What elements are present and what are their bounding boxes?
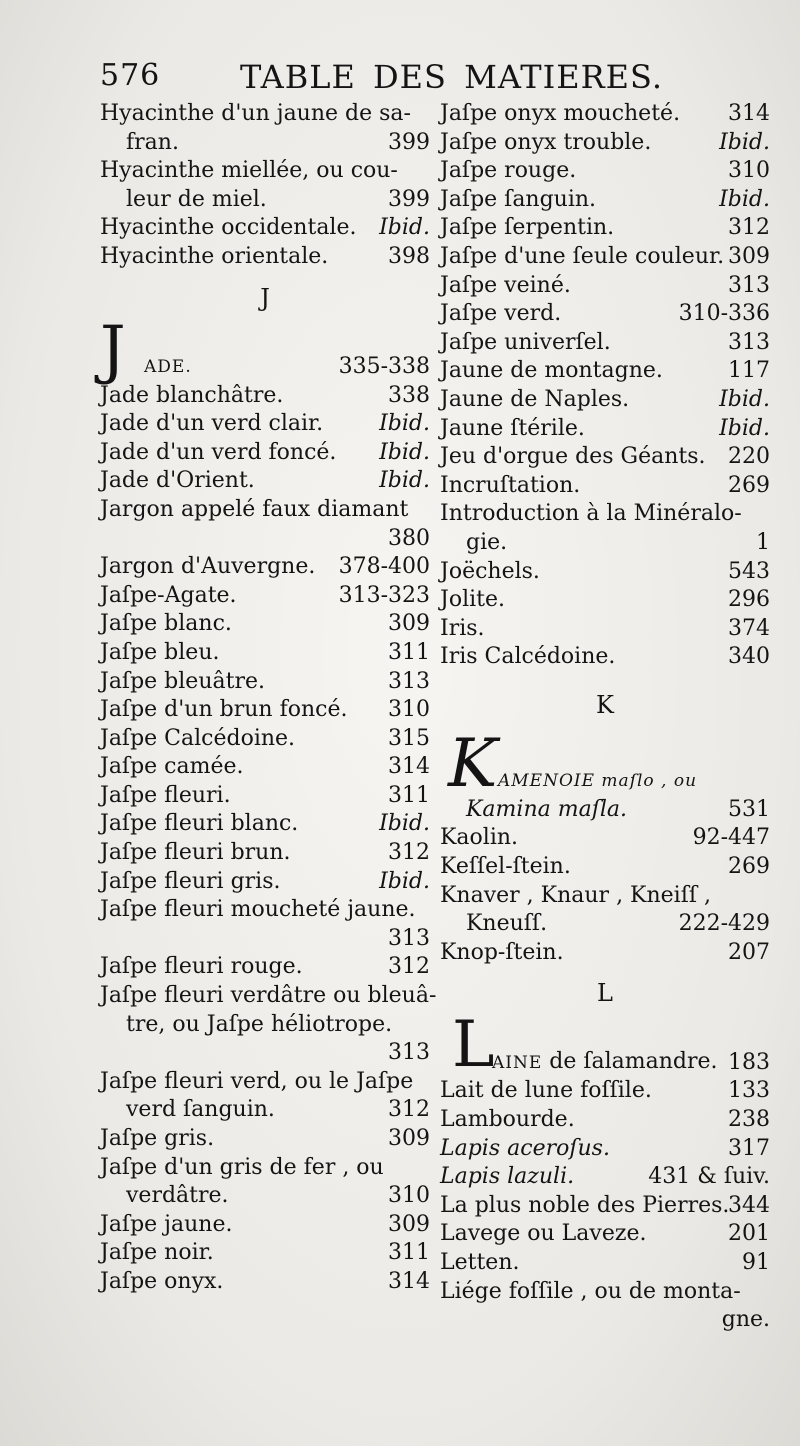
entry-text: Jaſpe fleuri brun.	[100, 840, 291, 866]
entry-page: 378-400	[338, 554, 430, 580]
drop-cap-l: L	[452, 1008, 495, 1083]
entry-text: Jaſpe fleuri moucheté jaune.	[100, 897, 416, 923]
entry-text: Joëchels.	[440, 558, 540, 584]
entry-text: Jaſpe camée.	[100, 754, 244, 780]
index-entry	[100, 1239, 430, 1268]
index-entry	[440, 1192, 770, 1221]
entry-page: 92-447	[692, 825, 770, 851]
entry-text: Keſſel-ſtein.	[440, 854, 571, 880]
index-entry	[440, 1163, 770, 1192]
entry-text: Iris Calcédoine.	[440, 644, 616, 670]
entry-text: Jade d'un verd clair.	[100, 411, 324, 437]
entry-page: 344	[728, 1192, 770, 1218]
entry-text: Jaſpe bleu.	[100, 639, 220, 665]
entry-page: gne.	[721, 1307, 770, 1333]
index-entry	[440, 1278, 770, 1307]
index-entry	[100, 496, 430, 525]
entry-page: Ibid.	[379, 811, 430, 837]
entry-text: Jaſpe fleuri verd, ou le Jaſpe	[100, 1068, 414, 1094]
entry-page: 269	[728, 472, 770, 498]
entry-page: 315	[388, 725, 430, 751]
entry-page: 311	[388, 639, 430, 665]
index-entry	[440, 100, 770, 129]
entry-text: Jaſpe fleuri blanc.	[100, 811, 299, 837]
entry-text: Hyacinthe miellée, ou cou-	[100, 158, 398, 184]
index-entry	[100, 753, 430, 782]
entry-page: 309	[388, 611, 430, 637]
entry-page: 201	[728, 1221, 770, 1247]
entry-text: Jaſpe fleuri.	[100, 782, 231, 808]
index-entry	[100, 725, 430, 754]
entry-page: 543	[728, 558, 770, 584]
right-entries-k	[440, 824, 770, 967]
left-column	[100, 100, 437, 1297]
entry-text: Jaſpe Calcédoine.	[100, 725, 296, 751]
index-entry	[100, 525, 430, 554]
index-entry	[440, 643, 770, 672]
index-entry	[100, 1182, 430, 1211]
entry-text: verd ſanguin.	[126, 1097, 275, 1123]
index-entry	[100, 186, 430, 215]
index-entry	[100, 953, 430, 982]
entry-page: 207	[728, 939, 770, 965]
entry-text: Jaſpe univerſel.	[440, 329, 611, 355]
entry-text: fran.	[126, 129, 179, 155]
entry-page: 313	[728, 329, 770, 355]
index-entry	[440, 1106, 770, 1135]
index-entry	[100, 810, 430, 839]
entry-page: 220	[728, 444, 770, 470]
index-entry	[440, 186, 770, 215]
index-entry	[440, 500, 770, 529]
index-entry	[440, 824, 770, 853]
entry-page: 313-323	[338, 582, 430, 608]
index-entry	[440, 910, 770, 939]
entry-page: 313	[388, 925, 430, 951]
entry-page: Ibid.	[379, 439, 430, 465]
index-entry	[100, 696, 430, 725]
entry-text: Lavege ou Laveze.	[440, 1221, 647, 1247]
index-entry	[440, 157, 770, 186]
index-entry	[100, 896, 430, 925]
laine-label-rest: de ſalamandre.	[542, 1048, 718, 1074]
entry-text: Jaune ſtérile.	[440, 415, 585, 441]
entry-text: Jaſpe fleuri rouge.	[100, 954, 303, 980]
entry-text: Knaver , Knaur , Kneiſſ ,	[440, 882, 711, 908]
entry-text: Jaſpe d'un brun foncé.	[100, 697, 348, 723]
section-heading-l: L	[597, 979, 613, 1008]
index-entry	[100, 243, 430, 272]
entry-page: 296	[728, 587, 770, 613]
entry-page: Ibid.	[379, 468, 430, 494]
entry-text: Hyacinthe d'un jaune de sa-	[100, 101, 411, 126]
index-entry	[100, 439, 430, 468]
index-entry	[440, 300, 770, 329]
entry-text: Lambourde.	[440, 1107, 575, 1133]
entry-page: 313	[388, 1040, 430, 1066]
entry-text: Liége foſſile , ou de monta-	[440, 1278, 741, 1304]
entry-text: Kaolin.	[440, 825, 519, 851]
entry-page: Ibid.	[719, 386, 770, 412]
entry-page: Ibid.	[719, 415, 770, 441]
entry-page: 238	[728, 1107, 770, 1133]
index-entry	[100, 925, 430, 954]
entry-page: 117	[728, 358, 770, 384]
index-entry	[100, 639, 430, 668]
jade-page: 335-338	[338, 353, 430, 379]
entry-text: verdâtre.	[126, 1183, 229, 1209]
left-entries-h	[100, 100, 430, 272]
entry-page: Ibid.	[719, 129, 770, 155]
entry-page: 338	[388, 382, 430, 408]
section-heading-k: K	[596, 690, 614, 719]
index-entry	[100, 982, 437, 1011]
entry-text: Jaſpe d'une ſeule couleur.	[440, 243, 725, 269]
entry-page: 311	[388, 1240, 430, 1266]
index-entry	[100, 1096, 430, 1125]
index-entry	[440, 558, 770, 587]
entry-page: 1	[756, 529, 770, 555]
entry-text: Jaſpe jaune.	[100, 1211, 233, 1237]
index-entry	[440, 1077, 770, 1106]
index-entry	[100, 1154, 430, 1183]
entry-page: 399	[388, 129, 430, 155]
index-entry	[100, 1125, 430, 1154]
index-entry	[100, 668, 430, 697]
entry-page: 531	[728, 796, 770, 822]
entry-page: 309	[388, 1211, 430, 1237]
entry-text: Jaſpe fleuri verdâtre ou bleuâ-	[100, 983, 437, 1009]
index-entry	[440, 529, 770, 558]
entry-text: Lait de lune foſſile.	[440, 1078, 652, 1104]
entry-text: Jaſpe gris.	[100, 1126, 215, 1151]
index-entry	[100, 553, 430, 582]
index-entry	[100, 467, 430, 496]
entry-page: 310	[728, 158, 770, 184]
index-entry	[440, 472, 770, 501]
entry-page: 399	[388, 186, 430, 212]
index-entry	[440, 129, 770, 158]
entry-page: 269	[728, 854, 770, 880]
index-entry	[100, 410, 430, 439]
entry-page: 380	[388, 525, 430, 551]
index-entry	[440, 586, 770, 615]
entry-text: Jaſpe blanc.	[100, 611, 232, 637]
entry-text: gie.	[466, 529, 508, 555]
entry-page: 222-429	[678, 911, 770, 937]
index-entry	[440, 853, 770, 882]
entry-text: Jade d'un verd foncé.	[100, 439, 337, 465]
entry-text: Lapis aceroſus.	[440, 1135, 610, 1161]
laine-label	[492, 1048, 718, 1078]
kamenoie-entry	[440, 724, 770, 802]
index-entry	[100, 582, 430, 611]
entry-text: Kneuſſ.	[466, 911, 548, 937]
entry-text: Knop-ſtein.	[440, 939, 564, 965]
entry-text: Jade blanchâtre.	[100, 382, 284, 408]
index-entry	[100, 1068, 430, 1097]
laine-page: 183	[728, 1049, 770, 1075]
index-entry	[440, 882, 770, 911]
entry-text: Jaſpe-Agate.	[100, 582, 237, 608]
entry-text: Jaune de Naples.	[440, 386, 630, 412]
laine-label-caps: AINE	[492, 1052, 543, 1073]
entry-page: 311	[388, 782, 430, 808]
index-entry	[100, 1039, 430, 1068]
index-entry	[440, 939, 770, 968]
right-column	[440, 100, 770, 1335]
entry-text: Jargon appelé faux diamant	[100, 496, 409, 522]
entry-page: Ibid.	[379, 215, 430, 241]
laine-entry	[440, 1008, 770, 1083]
index-entry	[100, 782, 430, 811]
entry-page: 313	[728, 272, 770, 298]
entry-text: Jade d'Orient.	[100, 468, 255, 494]
index-entry	[100, 100, 430, 129]
entry-text: Jaſpe noir.	[100, 1240, 214, 1266]
entry-page: 91	[742, 1250, 770, 1275]
entry-text: Hyacinthe occidentale.	[100, 215, 357, 241]
entry-page: 314	[388, 1268, 430, 1294]
entry-text: Jaſpe onyx trouble.	[440, 129, 652, 155]
index-entry	[100, 129, 430, 158]
drop-cap-j: J	[100, 312, 126, 387]
index-entry	[440, 1220, 770, 1249]
entry-page: 309	[728, 243, 770, 269]
entry-page: Ibid.	[379, 411, 430, 437]
entry-page: 310	[388, 697, 430, 723]
entry-text: Jaſpe onyx.	[100, 1268, 224, 1294]
index-entry	[440, 1135, 770, 1164]
index-entry	[440, 243, 770, 272]
jade-label: ADE.	[144, 356, 192, 377]
entry-text: Jaſpe veiné.	[440, 272, 571, 298]
index-entry	[100, 1011, 430, 1040]
index-entry	[440, 1306, 770, 1335]
entry-text: Introduction à la Minéralo-	[440, 501, 742, 527]
index-entry	[440, 357, 770, 386]
index-entry	[100, 382, 430, 411]
entry-page: 312	[388, 840, 430, 866]
index-entry	[100, 868, 430, 897]
entry-text: Jolite.	[440, 587, 505, 613]
entry-text: Kamina maſla.	[466, 796, 627, 822]
entry-text: Hyacinthe orientale.	[100, 243, 329, 269]
right-entries-j	[440, 100, 770, 672]
entry-text: Jaſpe onyx moucheté.	[440, 101, 681, 126]
entry-text: Jargon d'Auvergne.	[100, 554, 316, 580]
index-entry	[440, 615, 770, 644]
entry-page: 340	[728, 644, 770, 670]
entry-page: 312	[728, 215, 770, 241]
index-entry	[440, 386, 770, 415]
page-title: TABLE DES MATIERES.	[240, 58, 663, 96]
index-entry	[100, 214, 430, 243]
index-entry	[440, 272, 770, 301]
entry-text: Jaſpe rouge.	[440, 158, 577, 184]
index-entry	[100, 610, 430, 639]
entry-page: Ibid.	[379, 868, 430, 894]
entry-text: Incruſtation.	[440, 472, 581, 498]
entry-page: 317	[728, 1135, 770, 1161]
index-entry	[100, 1211, 430, 1240]
entry-page: 431 & ſuiv.	[648, 1164, 770, 1190]
entry-page: 314	[728, 101, 770, 126]
index-entry	[440, 415, 770, 444]
entry-text: Jaſpe verd.	[440, 301, 562, 327]
entry-text: Iris.	[440, 615, 485, 641]
entry-page: 312	[388, 1097, 430, 1123]
index-entry	[100, 1268, 430, 1297]
entry-text: La plus noble des Pierres.	[440, 1192, 730, 1218]
entry-page: 374	[728, 615, 770, 641]
index-entry	[440, 329, 770, 358]
jade-entry	[100, 312, 430, 387]
entry-text: leur de miel.	[126, 186, 267, 212]
entry-text: Letten.	[440, 1250, 520, 1275]
entry-text: tre, ou Jaſpe héliotrope.	[126, 1011, 393, 1037]
entry-page: 133	[728, 1078, 770, 1104]
entry-text: Jaſpe ſanguin.	[440, 186, 597, 212]
entry-text: Jeu d'orgue des Géants.	[440, 444, 706, 470]
section-heading-j: J	[260, 283, 270, 312]
page-header	[100, 58, 790, 102]
index-entry	[100, 839, 430, 868]
index-entry	[440, 1249, 770, 1278]
entry-page: 312	[388, 954, 430, 980]
entry-text: Jaune de montagne.	[440, 358, 663, 384]
entry-page: 310	[388, 1183, 430, 1209]
index-entry	[440, 214, 770, 243]
drop-cap-k: K	[448, 724, 498, 802]
entry-text: Jaſpe bleuâtre.	[100, 668, 265, 694]
entry-page: Ibid.	[719, 186, 770, 212]
right-entries-l	[440, 1077, 770, 1334]
entry-page: 314	[388, 754, 430, 780]
kamenoie-label: AMENOIE maſlo , ou	[498, 771, 698, 792]
entry-page: 313	[388, 668, 430, 694]
entry-page: 310-336	[678, 301, 770, 327]
index-entry	[100, 157, 430, 186]
entry-text: Jaſpe d'un gris de fer , ou	[100, 1154, 384, 1180]
left-entries-j	[100, 382, 437, 1297]
index-entry	[440, 443, 770, 472]
entry-page: 309	[388, 1126, 430, 1151]
entry-page: 398	[388, 243, 430, 269]
entry-text: Jaſpe fleuri gris.	[100, 868, 281, 894]
entry-text: Jaſpe ſerpentin.	[440, 215, 615, 241]
index-entry	[440, 796, 770, 825]
entry-text: Lapis lazuli.	[440, 1164, 575, 1190]
page-number: 576	[100, 58, 161, 93]
